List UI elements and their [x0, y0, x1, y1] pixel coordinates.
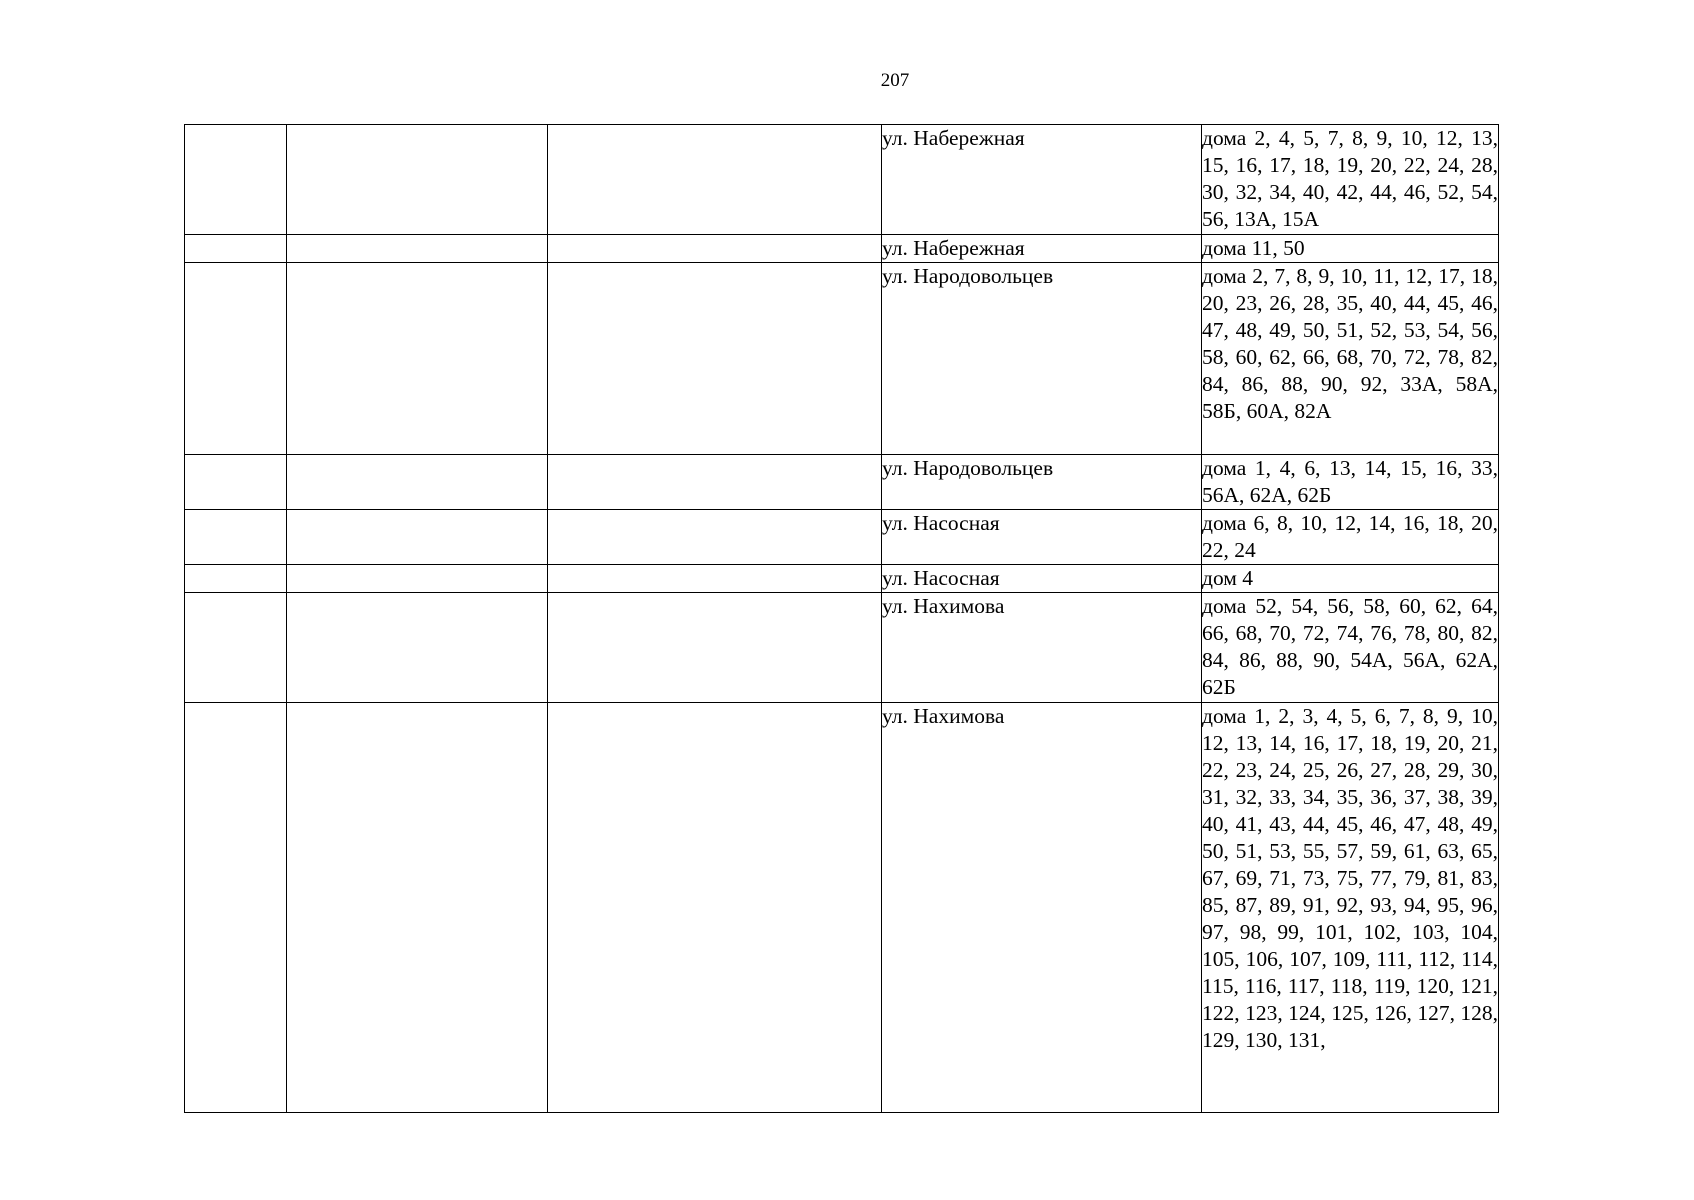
org-cell — [548, 593, 882, 703]
number-cell — [185, 510, 287, 565]
street-cell: ул. Набережная — [882, 125, 1202, 235]
district-cell — [287, 235, 548, 263]
houses-cell: дома 52, 54, 56, 58, 60, 62, 64, 66, 68, 70, 72, 74, 76, 78, 80, 82, 84, 86, 88, 90, 54А, 56А, 62А, 62Б — [1202, 593, 1499, 703]
number-cell — [185, 565, 287, 593]
street-cell: ул. Нахимова — [882, 703, 1202, 1113]
houses-cell: дома 2, 4, 5, 7, 8, 9, 10, 12, 13, 15, 16, 17, 18, 19, 20, 22, 24, 28, 30, 32, 34, 40, 42, 44, 46, 52, 54, 56, 13А, 15А — [1202, 125, 1499, 235]
number-cell — [185, 235, 287, 263]
org-cell — [548, 703, 882, 1113]
table-row — [185, 235, 1499, 263]
number-cell — [185, 703, 287, 1113]
table-row — [185, 703, 1499, 1113]
houses-cell: дом 4 — [1202, 565, 1499, 593]
street-cell: ул. Народовольцев — [882, 263, 1202, 455]
district-cell — [287, 125, 548, 235]
district-cell — [287, 263, 548, 455]
org-cell — [548, 263, 882, 455]
district-cell — [287, 703, 548, 1113]
number-cell — [185, 125, 287, 235]
org-cell — [548, 455, 882, 510]
number-cell — [185, 593, 287, 703]
table-row — [185, 125, 1499, 235]
table-row — [185, 565, 1499, 593]
houses-cell: дома 11, 50 — [1202, 235, 1499, 263]
org-cell — [548, 510, 882, 565]
district-cell — [287, 565, 548, 593]
org-cell — [548, 125, 882, 235]
table-row — [185, 263, 1499, 455]
district-cell — [287, 510, 548, 565]
org-cell — [548, 235, 882, 263]
number-cell — [185, 263, 287, 455]
houses-cell: дома 1, 4, 6, 13, 14, 15, 16, 33, 56А, 62А, 62Б — [1202, 455, 1499, 510]
table-row — [185, 510, 1499, 565]
address-table — [184, 124, 1499, 1113]
houses-cell: дома 2, 7, 8, 9, 10, 11, 12, 17, 18, 20, 23, 26, 28, 35, 40, 44, 45, 46, 47, 48, 49, 50, 51, 52, 53, 54, 56, 58, 60, 62, 66, 68, 70, 72, 78, 82, 84, 86, 88, 90, 92, 33А, 58А, 58Б, 60А, 82А — [1202, 263, 1499, 455]
district-cell — [287, 455, 548, 510]
district-cell — [287, 593, 548, 703]
street-cell: ул. Насосная — [882, 510, 1202, 565]
street-cell: ул. Нахимова — [882, 593, 1202, 703]
table-row — [185, 593, 1499, 703]
houses-cell: дома 6, 8, 10, 12, 14, 16, 18, 20, 22, 24 — [1202, 510, 1499, 565]
page-number: 207 — [880, 70, 910, 91]
number-cell — [185, 455, 287, 510]
org-cell — [548, 565, 882, 593]
table-row — [185, 455, 1499, 510]
houses-cell: дома 1, 2, 3, 4, 5, 6, 7, 8, 9, 10, 12, 13, 14, 16, 17, 18, 19, 20, 21, 22, 23, 24, 25, 26, 27, 28, 29, 30, 31, 32, 33, 34, 35, 36, 37, 38, 39, 40, 41, 43, 44, 45, 46, 47, 48, 49, 50, 51, 53, 55, 57, 59, 61, 63, 65, 67, 69, 71, 73, 75, 77, 79, 81, 83, 85, 87, 89, 91, 92, 93, 94, 95, 96, 97, 98, 99, 101, 102, 103, 104, 105, 106, 107, 109, 111, 112, 114, 115, 116, 117, 118, 119, 120, 121, 122, 123, 124, 125, 126, 127, 128, 129, 130, 131, — [1202, 703, 1499, 1113]
street-cell: ул. Набережная — [882, 235, 1202, 263]
street-cell: ул. Насосная — [882, 565, 1202, 593]
street-cell: ул. Народовольцев — [882, 455, 1202, 510]
